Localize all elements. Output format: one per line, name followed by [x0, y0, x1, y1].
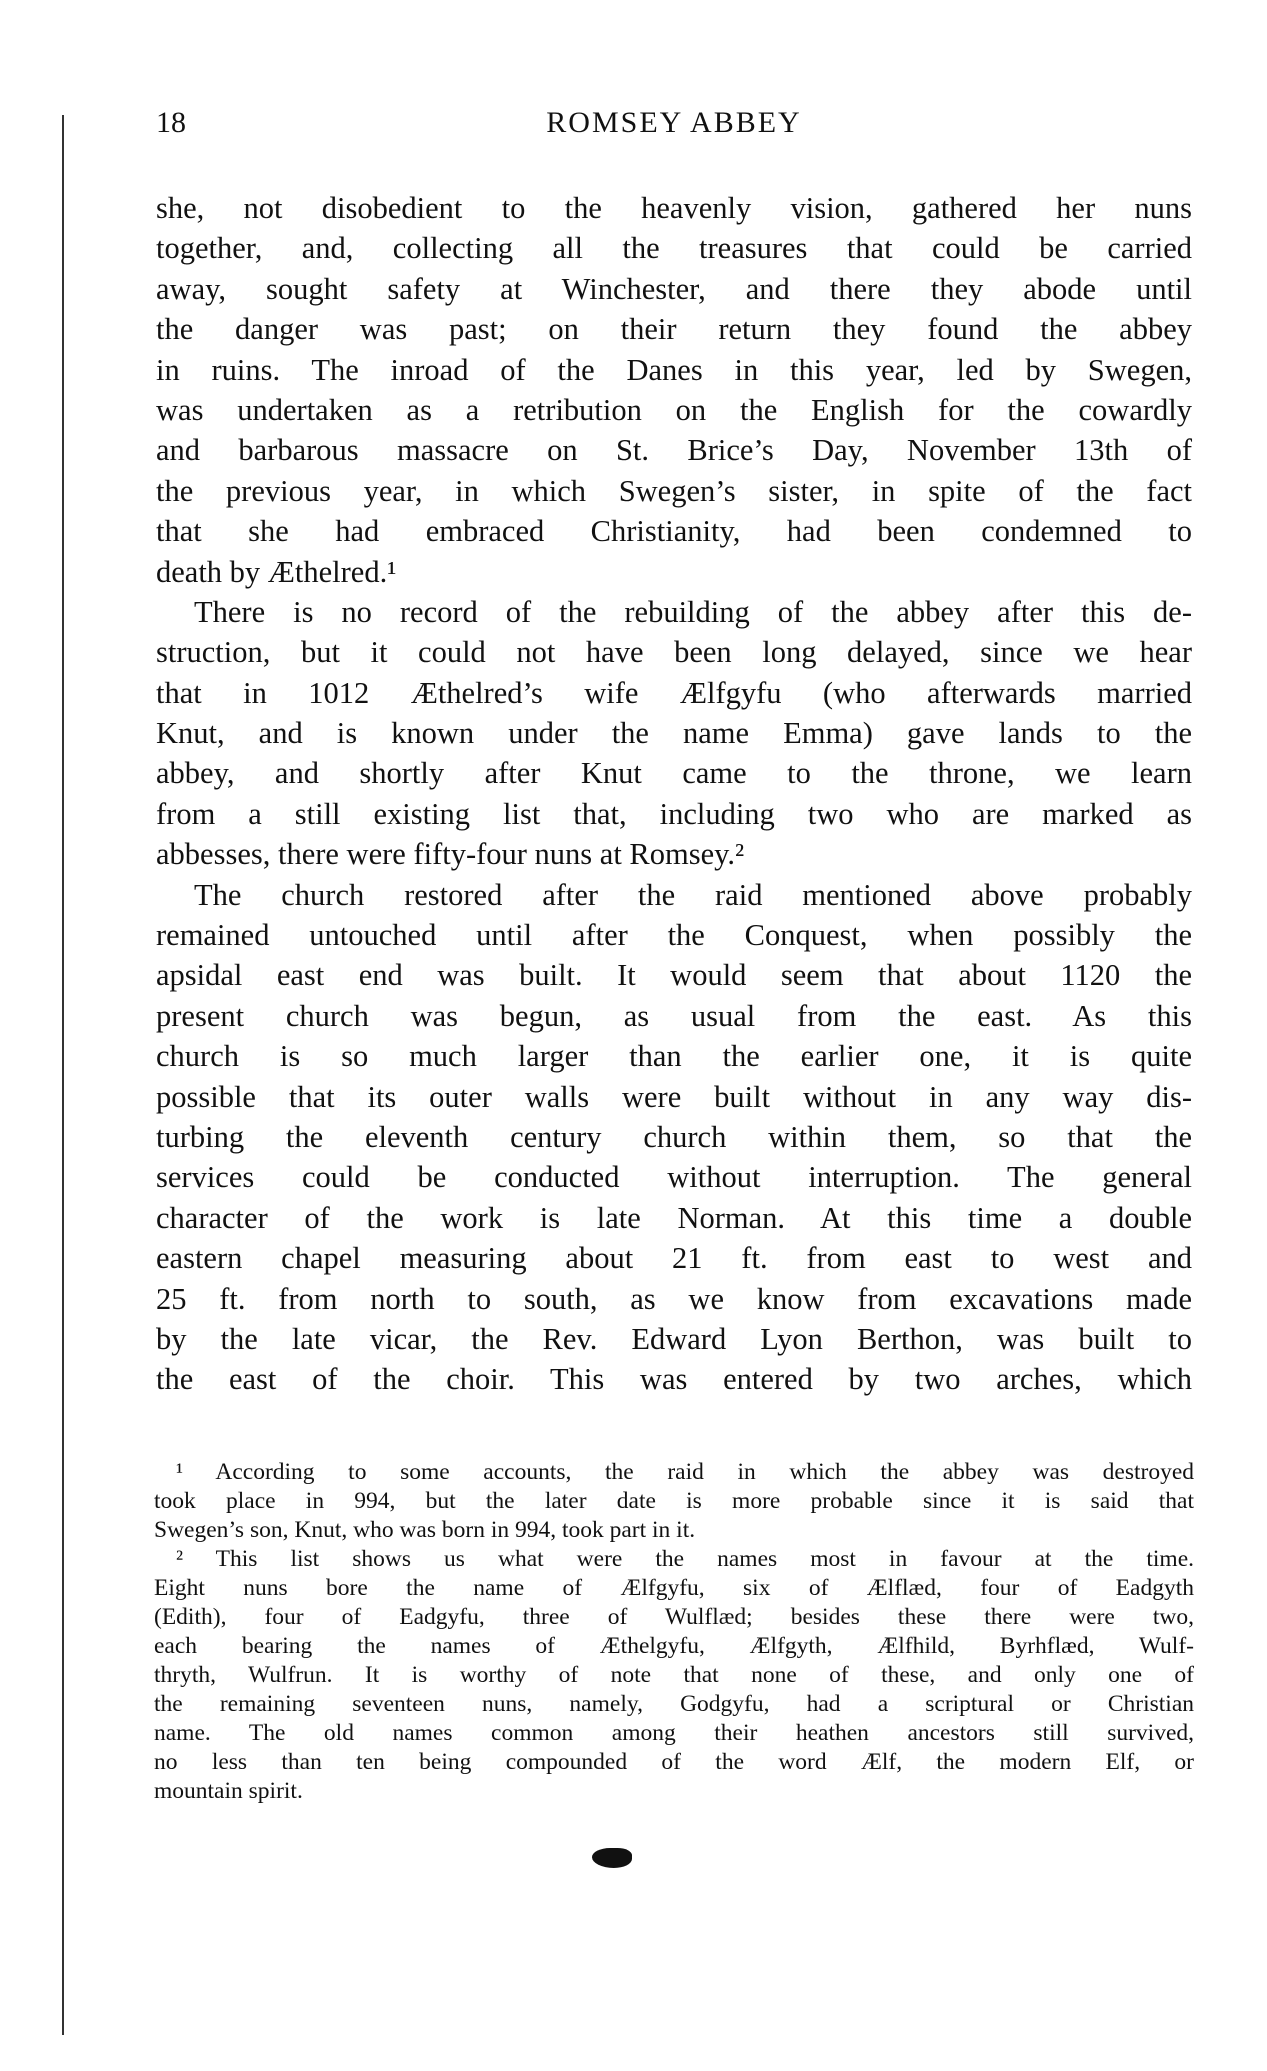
text-line: was undertaken as a retribution on the English for the cowardly	[156, 392, 1192, 427]
text-line: apsidal east end was built. It would seem that about 1120 the	[156, 958, 1192, 993]
text-line: turbing the eleventh century church within them, so that the	[156, 1119, 1192, 1154]
ink-blot	[592, 1848, 632, 1868]
text-line: character of the work is late Norman. At this time a double	[156, 1200, 1192, 1235]
page-header	[156, 106, 1192, 150]
binding-edge-line	[62, 115, 64, 2035]
text-line: abbesses, there were fifty-four nuns at Romsey.²	[156, 837, 745, 872]
text-line: she, not disobedient to the heavenly vision, gathered her nuns	[156, 191, 1192, 225]
footnote-line: ² This list shows us what were the names most in favour at the time.	[176, 1546, 1194, 1572]
footnote-line: thryth, Wulfrun. It is worthy of note that none of these, and only one of	[154, 1662, 1194, 1688]
page-number: 18	[156, 106, 186, 139]
text-line: remained untouched until after the Conquest, when possibly the	[156, 918, 1192, 953]
footnote-line: no less than ten being compounded of the word Ælf, the modern Elf, or	[154, 1749, 1194, 1775]
text-line: the danger was past; on their return they found the abbey	[156, 312, 1192, 347]
text-line: 25 ft. from north to south, as we know from excavations made	[156, 1281, 1192, 1316]
running-title: ROMSEY ABBEY	[546, 106, 802, 139]
text-line: eastern chapel measuring about 21 ft. from east to west and	[156, 1241, 1192, 1276]
body-text	[156, 188, 1192, 1400]
text-line: abbey, and shortly after Knut came to the throne, we learn	[156, 756, 1192, 791]
footnote-line: (Edith), four of Eadgyfu, three of Wulflæd; besides these there were two,	[154, 1604, 1194, 1630]
text-line: that she had embraced Christianity, had been condemned to	[156, 514, 1192, 549]
footnote-line: each bearing the names of Æthelgyfu, Ælfgyth, Ælfhild, Byrhflæd, Wulf-	[154, 1633, 1194, 1659]
text-line: and barbarous massacre on St. Brice’s Day, November 13th of	[156, 433, 1192, 468]
footnote-line: mountain spirit.	[154, 1778, 303, 1804]
text-line: that in 1012 Æthelred’s wife Ælfgyfu (who afterwards married	[156, 675, 1192, 710]
footnote-line: the remaining seventeen nuns, namely, Godgyfu, had a scriptural or Christian	[154, 1691, 1194, 1717]
text-line: together, and, collecting all the treasures that could be carried	[156, 231, 1192, 266]
text-line: the east of the choir. This was entered by two arches, which	[156, 1362, 1192, 1397]
footnote-line: name. The old names common among their heathen ancestors still survived,	[154, 1720, 1194, 1746]
text-line: Knut, and is known under the name Emma) gave lands to the	[156, 716, 1192, 751]
footnote-line: Eight nuns bore the name of Ælfgyfu, six of Ælflæd, four of Eadgyth	[154, 1575, 1194, 1601]
text-line: death by Æthelred.¹	[156, 554, 397, 589]
text-line: There is no record of the rebuilding of the abbey after this de-	[194, 594, 1192, 629]
text-line: present church was begun, as usual from the east. As this	[156, 998, 1192, 1033]
text-line: possible that its outer walls were built without in any way dis-	[156, 1079, 1192, 1114]
text-line: church is so much larger than the earlier one, it is quite	[156, 1039, 1192, 1074]
text-line: in ruins. The inroad of the Danes in this year, led by Swegen,	[156, 352, 1192, 387]
text-line: by the late vicar, the Rev. Edward Lyon Berthon, was built to	[156, 1321, 1192, 1356]
text-line: away, sought safety at Winchester, and there they abode until	[156, 271, 1192, 306]
text-line: The church restored after the raid mentioned above probably	[194, 877, 1192, 912]
footnote-line: took place in 994, but the later date is more probable since it is said that	[154, 1488, 1194, 1514]
footnotes	[154, 1458, 1194, 1806]
footnote-line: Swegen’s son, Knut, who was born in 994, took part in it.	[154, 1517, 696, 1543]
footnote-line: ¹ According to some accounts, the raid in which the abbey was destroyed	[176, 1459, 1194, 1485]
text-line: services could be conducted without interruption. The general	[156, 1160, 1192, 1195]
text-line: struction, but it could not have been long delayed, since we hear	[156, 635, 1192, 670]
text-line: from a still existing list that, including two who are marked as	[156, 796, 1192, 831]
text-line: the previous year, in which Swegen’s sister, in spite of the fact	[156, 473, 1192, 508]
